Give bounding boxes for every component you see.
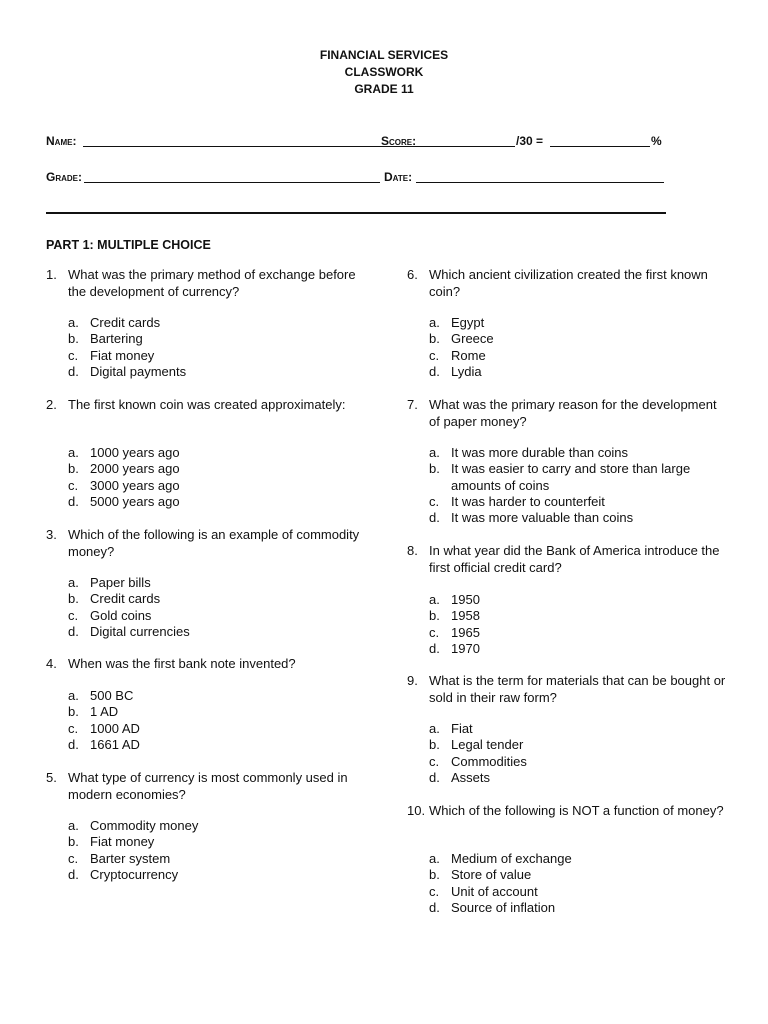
option-text: 5000 years ago bbox=[90, 493, 180, 509]
option-letter: b. bbox=[429, 737, 440, 753]
option-a[interactable] bbox=[68, 445, 378, 461]
question-number: 3. bbox=[46, 527, 57, 542]
option-c[interactable] bbox=[68, 721, 378, 737]
option-text: 1950 bbox=[451, 592, 480, 607]
option-b[interactable] bbox=[68, 331, 378, 347]
option-d[interactable] bbox=[68, 364, 378, 380]
option-letter: b. bbox=[68, 331, 79, 347]
option-text: Lydia bbox=[451, 363, 482, 379]
question-number: 1. bbox=[46, 267, 57, 282]
option-c[interactable] bbox=[429, 754, 739, 770]
option-d[interactable] bbox=[68, 624, 378, 640]
option-letter: a. bbox=[429, 315, 440, 330]
question-number: 7. bbox=[407, 397, 418, 412]
question-text: What was the primary method of exchange before the development of currency? bbox=[68, 267, 356, 299]
question-text: The first known coin was created approximately: bbox=[68, 397, 346, 412]
percent-sign: % bbox=[651, 134, 662, 148]
option-a[interactable] bbox=[68, 688, 378, 704]
option-text: It was harder to counterfeit bbox=[451, 493, 605, 509]
option-list bbox=[68, 688, 378, 753]
percent-field[interactable] bbox=[550, 146, 650, 147]
option-letter: c. bbox=[68, 850, 79, 866]
option-letter: d. bbox=[429, 510, 440, 526]
option-letter: b. bbox=[68, 704, 79, 720]
option-b[interactable] bbox=[429, 331, 739, 347]
question-number: 4. bbox=[46, 656, 57, 671]
option-text: Barter system bbox=[90, 850, 171, 866]
option-b[interactable] bbox=[429, 737, 739, 753]
option-text: Egypt bbox=[451, 315, 485, 330]
option-letter: d. bbox=[68, 623, 79, 639]
option-d[interactable] bbox=[68, 867, 378, 883]
option-text: Credit cards bbox=[90, 315, 161, 330]
option-a[interactable] bbox=[429, 315, 739, 331]
option-d[interactable] bbox=[429, 510, 739, 526]
option-letter: a. bbox=[429, 445, 440, 460]
option-text: Medium of exchange bbox=[451, 851, 572, 866]
option-letter: d. bbox=[429, 899, 440, 915]
part-title: PART 1: MULTIPLE CHOICE bbox=[46, 238, 211, 252]
question-text: When was the first bank note invented? bbox=[68, 656, 296, 671]
option-c[interactable] bbox=[68, 478, 378, 494]
question-number: 2. bbox=[46, 397, 57, 412]
option-c[interactable] bbox=[429, 494, 739, 510]
option-text: Fiat money bbox=[90, 834, 155, 850]
option-text: 1000 years ago bbox=[90, 445, 180, 460]
name-score-row bbox=[46, 134, 666, 150]
option-d[interactable] bbox=[68, 494, 378, 510]
option-a[interactable] bbox=[429, 445, 739, 461]
option-letter: a. bbox=[68, 818, 79, 833]
option-letter: a. bbox=[68, 315, 79, 330]
option-list bbox=[68, 445, 378, 510]
option-text: Bartering bbox=[90, 331, 143, 347]
option-letter: c. bbox=[68, 477, 79, 493]
option-list bbox=[429, 592, 739, 657]
option-letter: d. bbox=[429, 769, 440, 785]
option-letter: d. bbox=[68, 866, 79, 882]
option-c[interactable] bbox=[68, 348, 378, 364]
option-letter: c. bbox=[68, 720, 79, 736]
option-text: Store of value bbox=[451, 867, 532, 883]
option-d[interactable] bbox=[68, 737, 378, 753]
question-text: What type of currency is most commonly used in modern economies? bbox=[68, 770, 348, 802]
option-text: Greece bbox=[451, 331, 494, 347]
date-label: Date: bbox=[384, 170, 413, 184]
question-number: 10. bbox=[407, 803, 426, 818]
option-list bbox=[68, 575, 378, 640]
option-a[interactable] bbox=[68, 575, 378, 591]
option-a[interactable] bbox=[429, 592, 739, 608]
option-letter: c. bbox=[429, 493, 440, 509]
option-text: Fiat bbox=[451, 721, 473, 736]
option-letter: c. bbox=[429, 347, 440, 363]
option-text: 500 BC bbox=[90, 688, 134, 703]
header-line-3: GRADE 11 bbox=[354, 82, 414, 96]
option-text: Assets bbox=[451, 769, 491, 785]
option-text: 1000 AD bbox=[90, 720, 140, 736]
option-letter: a. bbox=[429, 721, 440, 736]
option-letter: d. bbox=[68, 493, 79, 509]
option-letter: d. bbox=[429, 363, 440, 379]
option-text: It was more valuable than coins bbox=[451, 510, 634, 526]
option-text: It was easier to carry and store than large amounts of coins bbox=[451, 461, 691, 493]
option-text: 1958 bbox=[451, 608, 480, 624]
option-letter: b. bbox=[429, 331, 440, 347]
option-text: 1965 bbox=[451, 624, 480, 640]
option-letter: c. bbox=[429, 753, 440, 769]
option-c[interactable] bbox=[68, 608, 378, 624]
option-b[interactable] bbox=[68, 834, 378, 850]
name-field[interactable] bbox=[83, 146, 424, 147]
option-a[interactable] bbox=[68, 818, 378, 834]
option-c[interactable] bbox=[429, 884, 739, 900]
option-b[interactable] bbox=[68, 704, 378, 720]
option-b[interactable] bbox=[68, 461, 378, 477]
option-a[interactable] bbox=[68, 315, 378, 331]
question-text: Which ancient civilization created the first known coin? bbox=[429, 267, 708, 299]
option-letter: c. bbox=[68, 607, 79, 623]
option-letter: a. bbox=[68, 688, 79, 703]
date-field[interactable] bbox=[416, 182, 664, 183]
option-letter: d. bbox=[68, 363, 79, 379]
name-label: Name: bbox=[46, 134, 77, 148]
option-c[interactable] bbox=[429, 348, 739, 364]
question-text: What is the term for materials that can be bought or sold in their raw form? bbox=[429, 673, 726, 705]
option-list bbox=[429, 851, 739, 916]
option-letter: b. bbox=[429, 867, 440, 883]
option-text: Commodity money bbox=[90, 818, 199, 833]
question-text: In what year did the Bank of America introduce the first official credit card? bbox=[429, 543, 720, 575]
option-text: 1 AD bbox=[90, 704, 119, 720]
option-list bbox=[429, 445, 739, 526]
option-b[interactable] bbox=[429, 608, 739, 624]
option-letter: b. bbox=[68, 834, 79, 850]
option-text: 1970 bbox=[451, 640, 480, 656]
option-c[interactable] bbox=[429, 625, 739, 641]
option-text: Legal tender bbox=[451, 737, 524, 753]
option-text: Unit of account bbox=[451, 883, 538, 899]
question-number: 9. bbox=[407, 673, 418, 688]
score-total: /30 = bbox=[516, 134, 544, 148]
option-list bbox=[429, 721, 739, 786]
question-number: 5. bbox=[46, 770, 57, 785]
option-d[interactable] bbox=[429, 364, 739, 380]
option-letter: c. bbox=[68, 347, 79, 363]
option-letter: b. bbox=[429, 461, 440, 477]
question-number: 6. bbox=[407, 267, 418, 282]
option-b[interactable] bbox=[429, 461, 739, 494]
option-d[interactable] bbox=[429, 641, 739, 657]
option-letter: a. bbox=[429, 851, 440, 866]
option-text: Paper bills bbox=[90, 575, 151, 590]
option-text: Digital currencies bbox=[90, 623, 190, 639]
option-text: 2000 years ago bbox=[90, 461, 180, 477]
option-list bbox=[429, 315, 739, 380]
option-letter: d. bbox=[68, 736, 79, 752]
score-field[interactable] bbox=[419, 146, 515, 147]
option-c[interactable] bbox=[68, 851, 378, 867]
option-text: Credit cards bbox=[90, 591, 161, 607]
question-text: What was the primary reason for the development of paper money? bbox=[429, 397, 717, 429]
option-text: Fiat money bbox=[90, 347, 155, 363]
option-text: 1661 AD bbox=[90, 736, 140, 752]
grade-field[interactable] bbox=[84, 182, 380, 183]
header-line-1: FINANCIAL SERVICES bbox=[319, 48, 449, 62]
option-text: Commodities bbox=[451, 753, 527, 769]
option-text: 3000 years ago bbox=[90, 477, 180, 493]
option-letter: a. bbox=[68, 575, 79, 590]
option-list bbox=[68, 818, 378, 883]
option-letter: b. bbox=[68, 461, 79, 477]
grade-label: Grade: bbox=[46, 170, 82, 184]
option-list bbox=[68, 315, 378, 380]
grade-date-row bbox=[46, 170, 666, 186]
header-line-2: CLASSWORK bbox=[344, 65, 424, 79]
option-letter: a. bbox=[68, 445, 79, 460]
option-b[interactable] bbox=[429, 867, 739, 883]
option-letter: b. bbox=[68, 591, 79, 607]
option-text: It was more durable than coins bbox=[451, 445, 629, 460]
divider-line bbox=[46, 212, 666, 214]
option-a[interactable] bbox=[429, 721, 739, 737]
option-letter: b. bbox=[429, 608, 440, 624]
question-text: Which of the following is an example of commodity money? bbox=[68, 527, 360, 559]
option-letter: d. bbox=[429, 640, 440, 656]
option-d[interactable] bbox=[429, 770, 739, 786]
option-text: Digital payments bbox=[90, 363, 187, 379]
option-d[interactable] bbox=[429, 900, 739, 916]
question-text: Which of the following is NOT a function of money? bbox=[429, 803, 724, 818]
worksheet-header bbox=[0, 47, 768, 98]
option-letter: c. bbox=[429, 883, 440, 899]
option-text: Source of inflation bbox=[451, 899, 556, 915]
option-letter: c. bbox=[429, 624, 440, 640]
option-b[interactable] bbox=[68, 591, 378, 607]
option-text: Rome bbox=[451, 347, 486, 363]
option-a[interactable] bbox=[429, 851, 739, 867]
question-number: 8. bbox=[407, 543, 418, 558]
option-text: Cryptocurrency bbox=[90, 866, 179, 882]
score-label: Score: bbox=[381, 134, 417, 148]
option-letter: a. bbox=[429, 592, 440, 607]
option-text: Gold coins bbox=[90, 607, 152, 623]
